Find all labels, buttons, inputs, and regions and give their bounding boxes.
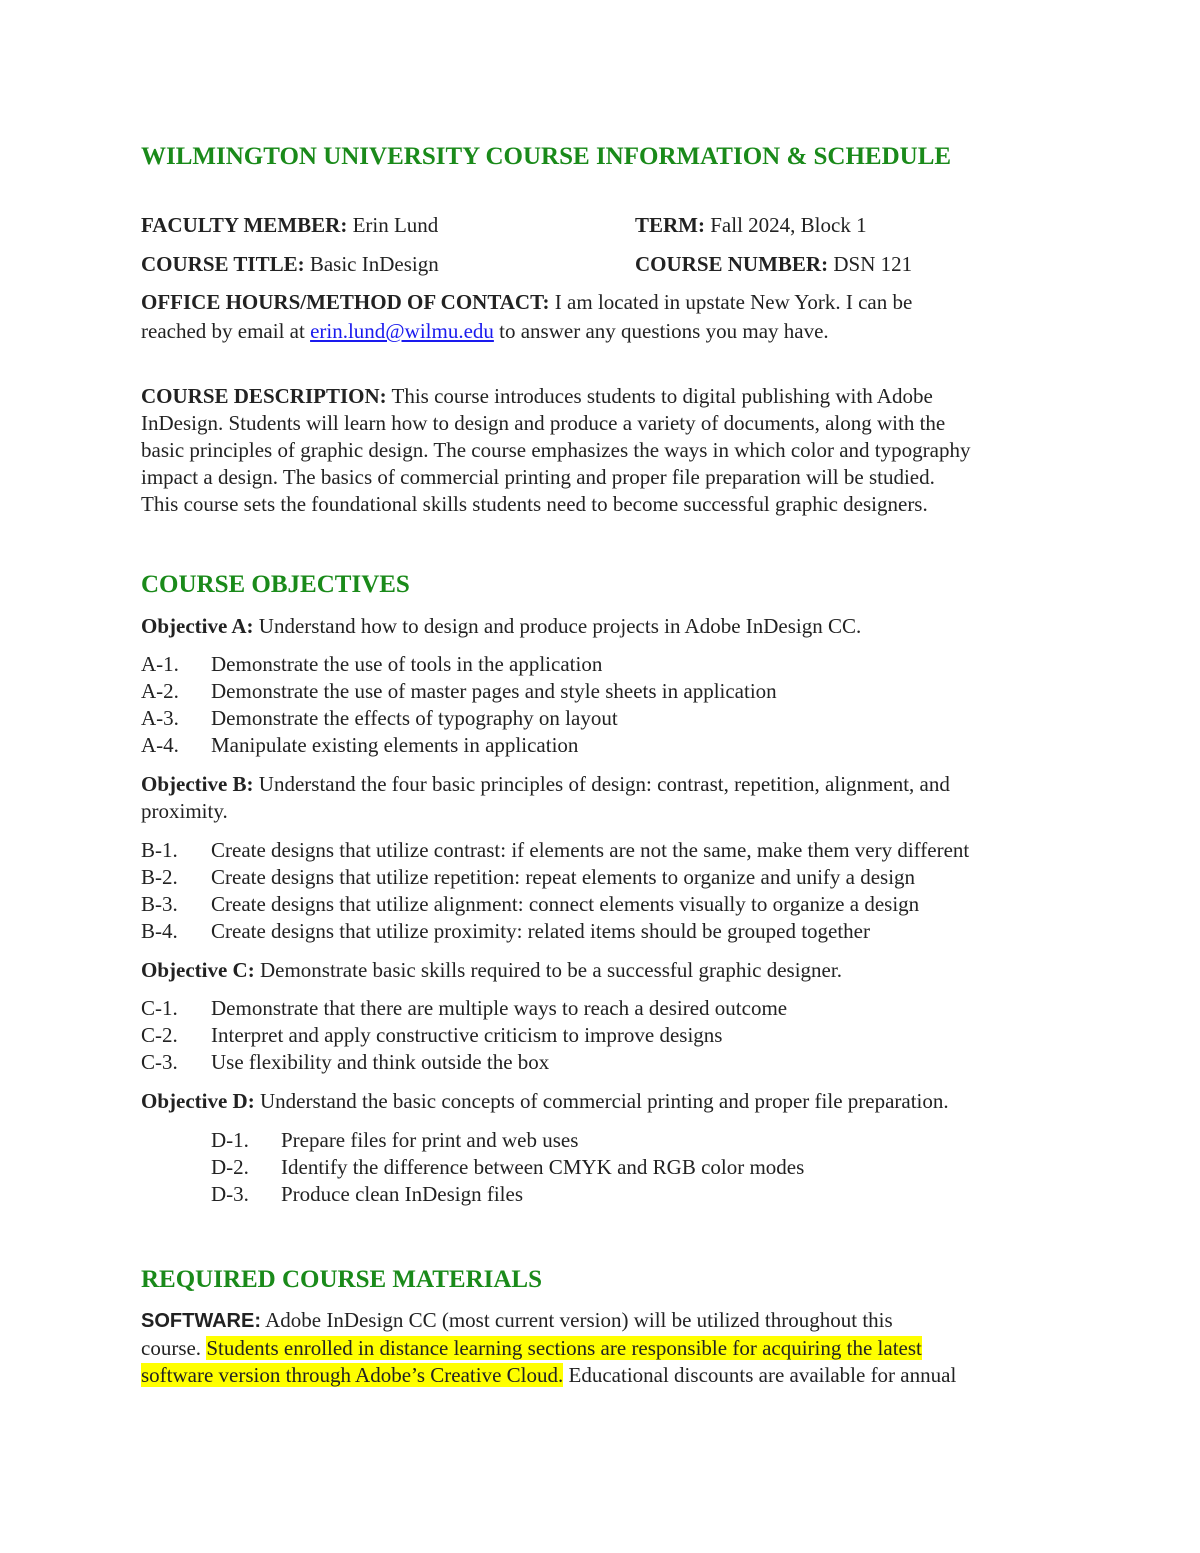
- list-item: [141, 918, 870, 945]
- objective-c: [141, 957, 842, 984]
- item-text: Create designs that utilize alignment: connect elements visually to organize a design: [211, 892, 920, 916]
- item-code: C-3.: [141, 1050, 178, 1074]
- item-text: Interpret and apply constructive criticism to improve designs: [211, 1023, 723, 1047]
- list-item: [141, 651, 602, 678]
- list-item: [141, 705, 618, 732]
- course-number-label: COURSE NUMBER:: [635, 252, 829, 276]
- objective-a: [141, 613, 861, 640]
- list-item: [141, 1049, 549, 1076]
- course-number: [635, 251, 912, 278]
- item-code: B-2.: [141, 865, 178, 889]
- list-item: [141, 837, 969, 864]
- faculty-label: FACULTY MEMBER:: [141, 213, 348, 237]
- software-text: Educational discounts are available for annual: [563, 1363, 957, 1387]
- objective-c-text: Demonstrate basic skills required to be a successful graphic designer.: [254, 958, 842, 982]
- objective-a-text: Understand how to design and produce projects in Adobe InDesign CC.: [253, 614, 862, 638]
- item-text: Produce clean InDesign files: [281, 1182, 524, 1206]
- term: [635, 212, 867, 239]
- software-label: SOFTWARE:: [141, 1310, 261, 1332]
- item-code: C-1.: [141, 996, 178, 1020]
- course-title-label: COURSE TITLE:: [141, 252, 305, 276]
- software-line-3: [141, 1362, 956, 1389]
- item-text: Prepare files for print and web uses: [281, 1128, 579, 1152]
- item-text: Create designs that utilize contrast: if elements are not the same, make them very different: [211, 838, 970, 862]
- item-code: A-1.: [141, 652, 179, 676]
- software-line-2: [141, 1335, 922, 1362]
- item-text: Demonstrate the effects of typography on layout: [211, 706, 618, 730]
- item-code: A-4.: [141, 733, 179, 757]
- item-text: Demonstrate the use of master pages and style sheets in application: [211, 679, 777, 703]
- description-label: COURSE DESCRIPTION:: [141, 384, 387, 408]
- term-value: Fall 2024, Block 1: [705, 213, 867, 237]
- list-item: [211, 1154, 804, 1181]
- course-number-value: DSN 121: [828, 252, 913, 276]
- list-item: [141, 891, 919, 918]
- objective-d-text: Understand the basic concepts of commercial printing and proper file preparation.: [254, 1089, 949, 1113]
- item-code: D-2.: [211, 1155, 249, 1179]
- item-text: Use flexibility and think outside the box: [211, 1050, 550, 1074]
- description-line: impact a design. The basics of commercial printing and proper file preparation will be studied.: [141, 465, 935, 489]
- item-code: A-2.: [141, 679, 179, 703]
- item-code: B-1.: [141, 838, 178, 862]
- list-item: [141, 678, 777, 705]
- objective-a-label: Objective A:: [141, 614, 254, 638]
- list-item: [141, 1022, 722, 1049]
- item-text: Demonstrate the use of tools in the application: [211, 652, 603, 676]
- office-hours-line-1: [141, 289, 912, 316]
- objective-c-label: Objective C:: [141, 958, 255, 982]
- office-hours-text: to answer any questions you may have.: [493, 319, 829, 343]
- item-text: Create designs that utilize repetition: repeat elements to organize and unify a design: [211, 865, 916, 889]
- item-code: B-4.: [141, 919, 178, 943]
- faculty-member: [141, 212, 438, 239]
- item-text: Demonstrate that there are multiple ways to reach a desired outcome: [211, 996, 788, 1020]
- highlighted-text: Students enrolled in distance learning sections are responsible for acquiring the latest: [206, 1336, 922, 1360]
- item-code: C-2.: [141, 1023, 178, 1047]
- faculty-value: Erin Lund: [347, 213, 439, 237]
- item-code: D-3.: [211, 1182, 249, 1206]
- course-title-value: Basic InDesign: [304, 252, 439, 276]
- list-item: [141, 995, 787, 1022]
- objectives-heading: COURSE OBJECTIVES: [141, 571, 410, 598]
- objective-b-text: proximity.: [141, 799, 228, 823]
- list-item: [141, 864, 915, 891]
- office-hours-label: OFFICE HOURS/METHOD OF CONTACT:: [141, 290, 550, 314]
- list-item: [141, 732, 578, 759]
- objective-d-label: Objective D:: [141, 1089, 255, 1113]
- description-line: [141, 383, 933, 410]
- item-text: Create designs that utilize proximity: related items should be grouped together: [211, 919, 870, 943]
- description-text: This course introduces students to digital publishing with Adobe: [386, 384, 933, 408]
- list-item: [211, 1127, 578, 1154]
- objective-b: [141, 771, 950, 798]
- list-item: [211, 1181, 523, 1208]
- office-hours-text: reached by email at: [141, 319, 311, 343]
- term-label: TERM:: [635, 213, 705, 237]
- objective-b-text: Understand the four basic principles of design: contrast, repetition, alignment, and: [253, 772, 950, 796]
- document-title: WILMINGTON UNIVERSITY COURSE INFORMATION & SCHEDULE: [141, 143, 952, 170]
- software-text: Adobe InDesign CC (most current version) will be utilized throughout this: [261, 1308, 893, 1332]
- software-text: course.: [141, 1336, 207, 1360]
- description-line: InDesign. Students will learn how to design and produce a variety of documents, along with the: [141, 411, 946, 435]
- email-link[interactable]: erin.lund@wilmu.edu: [310, 319, 494, 343]
- item-code: B-3.: [141, 892, 178, 916]
- office-hours-line-2: [141, 318, 829, 345]
- description-line: This course sets the foundational skills students need to become successful graphic designers.: [141, 492, 928, 516]
- course-title: [141, 251, 439, 278]
- description-line: basic principles of graphic design. The course emphasizes the ways in which color and typography: [141, 438, 971, 462]
- item-code: A-3.: [141, 706, 179, 730]
- office-hours-text: I am located in upstate New York. I can be: [549, 290, 913, 314]
- objective-b-label: Objective B:: [141, 772, 254, 796]
- item-code: D-1.: [211, 1128, 249, 1152]
- item-text: Manipulate existing elements in application: [211, 733, 579, 757]
- item-text: Identify the difference between CMYK and RGB color modes: [281, 1155, 805, 1179]
- materials-heading: REQUIRED COURSE MATERIALS: [141, 1266, 542, 1293]
- highlighted-text: software version through Adobe’s Creative Cloud.: [141, 1363, 564, 1387]
- objective-d: [141, 1088, 949, 1115]
- software-line-1: [141, 1307, 893, 1335]
